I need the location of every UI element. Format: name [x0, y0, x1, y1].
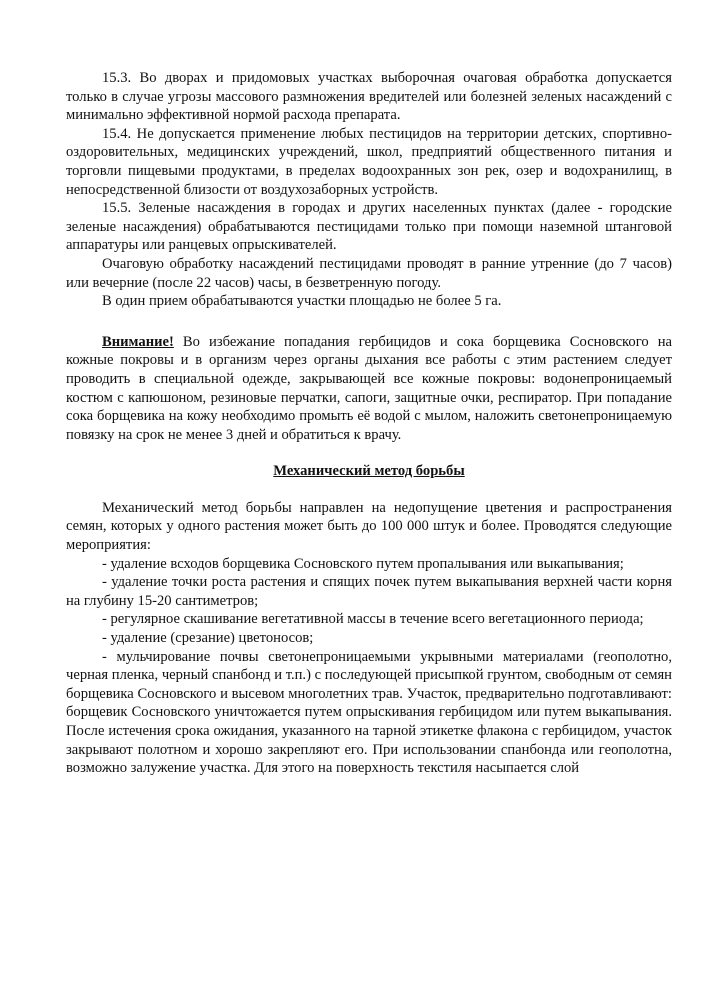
spacer — [66, 481, 672, 499]
paragraph-15-4: 15.4. Не допускается применение любых пестицидов на территории детских, спортивно-оздоровительных, медицинских учреждений, школ, предприятий общественного питания и торговли пищевыми продуктами, в пределах водоохранных зон рек, озер и водохранилищ, в непосредственной близости от воздухозаборных устройств. — [66, 125, 672, 198]
paragraph-treatment-time: Очаговую обработку насаждений пестицидами проводят в ранние утренние (до 7 часов) или вечерние (после 22 часов) часы, в безветренную погоду. — [66, 255, 672, 291]
list-item: - регулярное скашивание вегетативной массы в течение всего вегетационного периода; — [102, 611, 644, 628]
list-item: - удаление всходов борщевика Сосновского путем пропалывания или выкапывания; — [102, 555, 624, 572]
paragraph-treatment-area: В один прием обрабатываются участки площадью не более 5 га. — [102, 293, 502, 310]
warning-label: Внимание! — [102, 333, 174, 350]
spacer — [66, 311, 672, 333]
section-intro: Механический метод борьбы направлен на недопущение цветения и распространения семян, которых у одного растения может быть до 100 000 штук и более. Проводятся следующие мероприятия: — [66, 499, 672, 554]
spacer — [66, 444, 672, 462]
warning-text: Во избежание попадания гербицидов и сока борщевика Сосновского на кожные покровы и в организм через органы дыхания все работы с этим растением следует проводить в специальной одежде, закрывающей все кожные покровы: водонепроницаемый костюм с капюшоном, резиновые перчатки, сапоги, защитные очки, респиратор. При попадание сока борщевика на кожу необходимо промыть её водой с мылом, наложить светонепроницаемую повязку на срок не менее 3 дней и обратиться к врачу. — [66, 333, 672, 443]
section-heading: Механический метод борьбы — [273, 463, 465, 480]
document-page — [66, 69, 672, 778]
list-item: - удаление (срезание) цветоносов; — [102, 630, 314, 647]
paragraph-15-3: 15.3. Во дворах и придомовых участках выборочная очаговая обработка допускается только в случае угрозы массового размножения вредителей или болезней зеленых насаждений с минимально эффективной нормой расхода препарата. — [66, 70, 672, 124]
warning-paragraph — [66, 333, 672, 445]
list-item: - мульчирование почвы светонепроницаемыми укрывными материалами (геополотно, черная пленка, черный спанбонд и т.п.) с последующей присыпкой грунтом, свободным от семян борщевика Сосновского и высевом многолетних трав. Участок, предварительно подготавливают: борщевик Сосновского уничтожается путем опрыскивания гербицидом или путем выкапывания. После истечения срока ожидания, указанного на тарной этикетке флакона с гербицидом, участок закрывают полотном и хорошо закрепляют его. При использовании спанбонда или геополотна, возможно залужение участка. Для этого на поверхность текстиля насыпается слой — [66, 648, 672, 777]
list-item: - удаление точки роста растения и спящих почек путем выкапывания верхней части корня на глубину 15-20 сантиметров; — [66, 574, 672, 609]
paragraph-15-5: 15.5. Зеленые насаждения в городах и других населенных пунктах (далее - городские зеленые насаждения) обрабатываются пестицидами только при помощи наземной штанговой аппаратуры или ранцевых опрыскивателей. — [66, 200, 672, 254]
